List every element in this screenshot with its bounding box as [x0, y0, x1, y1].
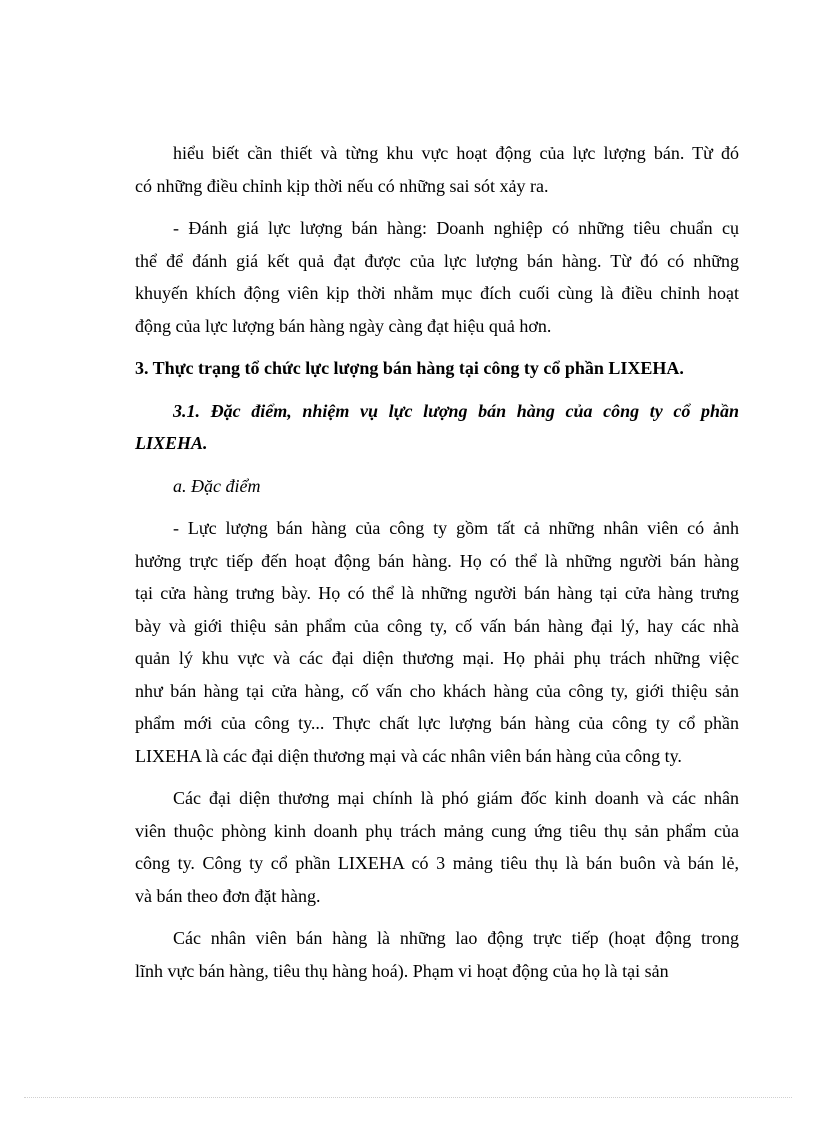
heading-line: 3. Thực trạng tổ chức lực lượng bán hàng tại công ty cổ phần LIXEHA.	[135, 358, 684, 378]
heading-line: LIXEHA.	[135, 433, 208, 453]
page-body	[135, 137, 739, 987]
text-line: Các nhân viên bán hàng là những lao động trực tiếp (hoạt động trong	[173, 928, 739, 948]
paragraph-sales-staff	[135, 922, 739, 987]
text-line: công ty. Công ty cổ phần LIXEHA có 3 mảng tiêu thụ là bán buôn và bán lẻ,	[135, 853, 739, 873]
heading-line: 3.1. Đặc điểm, nhiệm vụ lực lượng bán hàng của công ty cổ phần	[173, 400, 739, 421]
section-heading	[135, 352, 739, 385]
text-line: và bán theo đơn đặt hàng.	[135, 885, 321, 906]
page-bottom-divider	[24, 1097, 792, 1098]
text-line: phẩm mới của công ty... Thực chất lực lượng bán hàng của công ty cổ phần	[135, 713, 739, 733]
text-line: lĩnh vực bán hàng, tiêu thụ hàng hoá). Phạm vi hoạt động của họ là tại sản	[135, 960, 669, 981]
text-line: LIXEHA là các đại diện thương mại và các nhân viên bán hàng của công ty.	[135, 745, 682, 766]
text-line: hưởng trực tiếp đến hoạt động bán hàng. Họ có thể là những người bán hàng	[135, 550, 739, 571]
heading-line: a. Đặc điểm	[173, 475, 261, 496]
text-line: - Đánh giá lực lượng bán hàng: Doanh nghiệp có những tiêu chuẩn cụ	[173, 218, 739, 238]
text-line: hiểu biết cần thiết và từng khu vực hoạt động của lực lượng bán. Từ đó	[173, 143, 739, 163]
sub-heading-characteristics	[135, 470, 739, 503]
text-line: bày và giới thiệu sản phẩm của công ty, cố vấn bán hàng đại lý, hay các nhà	[135, 615, 739, 636]
text-line: thể để đánh giá kết quả đạt được của lực lượng bán hàng. Từ đó có những	[135, 250, 739, 271]
text-line: có những điều chỉnh kịp thời nếu có những sai sót xảy ra.	[135, 175, 549, 196]
paragraph-representatives	[135, 782, 739, 912]
paragraph-sales-force	[135, 512, 739, 772]
text-line: Các đại diện thương mại chính là phó giám đốc kinh doanh và các nhân	[173, 788, 739, 808]
paragraph-evaluation	[135, 212, 739, 342]
text-line: quản lý khu vực và các đại diện thương mại. Họ phải phụ trách những việc	[135, 648, 739, 668]
text-line: tại cửa hàng trưng bày. Họ có thể là những người bán hàng tại cửa hàng trưng	[135, 583, 739, 603]
text-line: khuyến khích động viên kịp thời nhằm mục đích cuối cùng là điều chỉnh hoạt	[135, 283, 739, 303]
text-line: động của lực lượng bán hàng ngày càng đạt hiệu quả hơn.	[135, 315, 552, 336]
subsection-heading	[135, 395, 739, 460]
text-line: viên thuộc phòng kinh doanh phụ trách mảng cung ứng tiêu thụ sản phẩm của	[135, 820, 739, 841]
text-line: - Lực lượng bán hàng của công ty gồm tất cả những nhân viên có ảnh	[173, 518, 739, 538]
text-line: như bán hàng tại cửa hàng, cố vấn cho khách hàng của công ty, giới thiệu sản	[135, 680, 739, 701]
paragraph-monitoring	[135, 137, 739, 202]
